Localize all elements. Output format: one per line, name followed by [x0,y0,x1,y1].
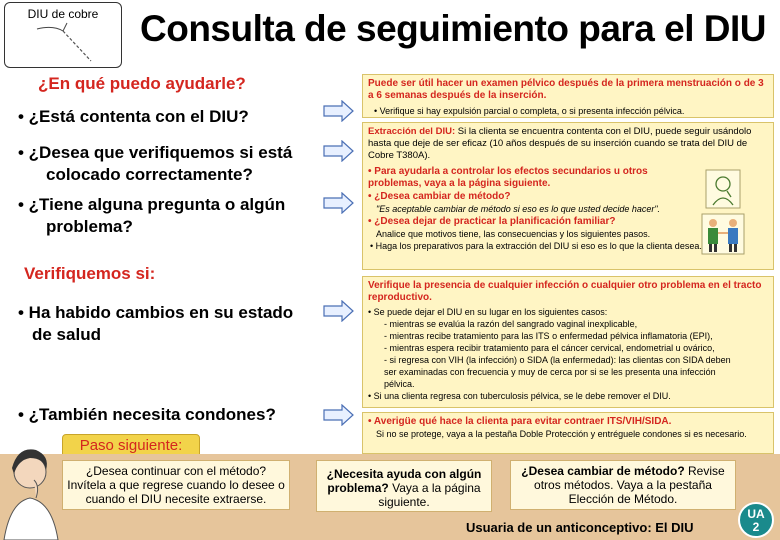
arrow-right-icon [322,140,354,162]
change-method-quote: "Es aceptable cambiar de método si eso es lo que usted decide hacer". [376,204,661,214]
question-check-placement: • ¿Desea que verifiquemos si está [18,143,293,162]
arrow-right-icon [322,192,354,214]
info-box-sti [362,412,774,454]
infection-case-2: - mientras recibe tratamiento para las ITS o enfermedad pélvica inflamatoria (EPI), [384,331,713,341]
question-satisfied: • ¿Está contenta con el DIU? [18,107,249,126]
arrow-right-icon [322,300,354,322]
arrow-right-icon [322,100,354,122]
continue-method-question: ¿Desea continuar con el método? [85,464,267,478]
verify-health-change: • Ha habido cambios en su estado [18,303,294,322]
pelvic-exam-heading: Puede ser útil hacer un examen pélvico después de la primera menstruación o de 3 a 6 semanas después de la inserción. [368,78,764,101]
copper-iud-icon [33,21,103,67]
person-thinking-icon [705,169,741,209]
stop-fp-text: Analice que motivos tiene, las consecuencias y los siguientes pasos. [376,229,651,239]
woman-thinking-illustration [0,440,62,540]
continue-method-callout [62,460,290,510]
iud-logo [4,2,122,68]
arrow-right-icon [322,404,354,426]
logo-label: DIU de cobre [27,7,99,21]
infection-case-4: - si regresa con VIH (la infección) o SIDA (la enfermedad): las clientas con SIDA deben ser examinadas con frecuencia y muy de cerca por si se les presenta una infección pélvica. [384,355,731,389]
need-help-text: Vaya a la página siguiente. [378,481,481,509]
sti-heading: • Averigüe qué hace la clienta para evitar contraer ITS/VIH/SIDA. [368,416,672,427]
question-problem: • ¿Tiene alguna pregunta o algún [18,195,286,214]
footer-title: Usuaria de un anticonceptivo: El DIU [466,520,694,535]
verify-health-change-cont: de salud [32,325,101,344]
question-problem-cont: problema? [46,217,133,236]
infection-bullet-tb: • Si una clienta regresa con tuberculosis pélvica, se le debe remover el DIU. [368,391,671,401]
infection-heading: Verifique la presencia de cualquier infección o cualquier otro problema en el tracto reproductivo. [368,280,762,303]
continue-method-text: Invítela a que regrese cuando lo desee o cuando el DIU necesite extraerse. [67,478,285,506]
removal-heading: Extracción del DIU: [368,126,456,137]
help-heading: ¿En qué puedo ayudarle? [38,74,246,93]
change-method-text: Revise otros métodos. Vaya a la pestaña Elección de Método. [534,464,725,506]
infection-case-3: - mientras espera recibir tratamiento para el cáncer cervical, endometrial u ovárico, [384,343,715,353]
verify-condoms: • ¿También necesita condones? [18,405,276,424]
need-help-callout [316,460,492,512]
verify-heading: Verifiquemos si: [24,264,156,283]
infection-bullet-leave: • Se puede dejar el DIU en su lugar en los siguientes casos: [368,307,608,317]
need-help-question: ¿Necesita ayuda con algún problema? [326,467,482,495]
info-box-removal [362,122,774,270]
removal-text: Si la clienta se encuentra contenta con el DIU, puede seguir usándolo hasta que deje de ser eficaz (10 años después de su inserción cuando se trata del DIU de Cobre T380A). [368,126,752,161]
infection-case-1: - mientras se evalúa la razón del sangrado vaginal inexplicable, [384,319,638,329]
tab-ua-label: UA [747,507,765,521]
sti-text: Si no se protege, vaya a la pestaña Doble Protección y entréguele condones si es necesario. [376,429,747,439]
tab-ua2[interactable] [738,502,774,538]
change-method-bullet: • ¿Desea cambiar de método? [368,191,511,202]
change-method-question: ¿Desea cambiar de método? [521,464,685,478]
stop-fp-bullet: • ¿Desea dejar de practicar la planificación familiar? [368,216,616,227]
side-effects-bullet: • Para ayudarla a controlar los efectos secundarios u otros problemas, vaya a la página siguiente. [368,166,648,189]
removal-prep-bullet: • Haga los preparativos para la extracción del DIU si eso es lo que la clienta desea. [370,241,702,251]
pelvic-exam-bullet: • Verifique si hay expulsión parcial o completa, o si presenta infección pélvica. [374,106,685,116]
next-step-label: Paso siguiente: [79,437,183,454]
page-title: Consulta de seguimiento para el DIU [140,8,767,49]
couple-talking-icon [701,213,745,255]
tab-number: 2 [752,520,760,534]
info-box-pelvic-exam [362,74,774,118]
question-check-placement-cont: colocado correctamente? [46,165,253,184]
change-method-callout [510,460,736,510]
info-box-infection [362,276,774,408]
